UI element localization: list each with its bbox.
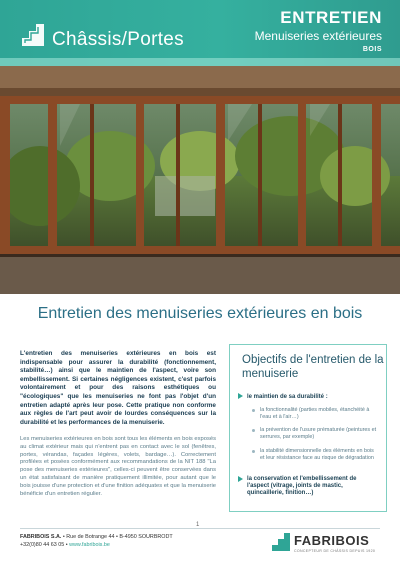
material-label: BOIS bbox=[362, 46, 382, 53]
window-photo bbox=[0, 66, 400, 294]
objectives-title: Objectifs de l'entretien de la menuiserie bbox=[242, 354, 384, 380]
sub-objective-stability: la stabilité dimensionnelle des éléments en bois et leur résistance face au risque de dégradation bbox=[260, 448, 378, 462]
header-stripe bbox=[0, 58, 400, 66]
objective-appearance bbox=[238, 476, 377, 498]
sub-objective-wear: la prévention de l'usure prématurée (peintures et serrures, par exemple) bbox=[260, 427, 377, 440]
brand-title: Châssis/Portes bbox=[52, 29, 184, 50]
footer-contact bbox=[20, 534, 173, 549]
logo-tagline: CONCEPTEUR DE CHÂSSIS DEPUIS 1920 bbox=[294, 549, 376, 553]
company-name: FABRIBOIS S.A. bbox=[20, 534, 62, 540]
page-title: Entretien des menuiseries extérieures en bois bbox=[37, 305, 363, 322]
body-paragraph: Les menuiseries extérieures en bois sont tous les éléments en bois exposés au climat extérieur mais qui n'entrent pas en contact avec le sol (fenêtres, portes, vérandas, façades légères, volets, bardage…). Correctement profilées et posées conformément aux recommandations de la NIT 188 "La pose des menuiseries extérieures", celles-ci peuvent être conservées dans un état satisfaisant de manière pratiquement illimitée, pour autant que le bois jouisse d'une protection et d'une finition adéquates et que la menuiserie bénéficie d'un entretien régulier. bbox=[20, 436, 216, 497]
fabribois-logo bbox=[272, 528, 382, 558]
header-band bbox=[0, 0, 400, 66]
company-phone: +32(0)80 44 63 05 • bbox=[20, 541, 70, 548]
stairs-logo-icon bbox=[272, 533, 290, 551]
company-address: • Rue de Botrange 44 • B-4950 SOURBRODT bbox=[61, 534, 173, 540]
sub-objective-functionality: la fonctionnalité (parties mobiles, étanchéité à l'eau et à l'air…) bbox=[260, 407, 378, 421]
section-subtitle: Menuiseries extérieures bbox=[254, 29, 382, 43]
stairs-logo-icon bbox=[22, 24, 44, 46]
triangle-bullet-icon bbox=[238, 476, 243, 482]
header-right bbox=[255, 8, 382, 53]
objective-durability bbox=[238, 393, 328, 400]
section-title: ENTRETIEN bbox=[280, 8, 382, 27]
logo-name: FABRIBOIS bbox=[294, 533, 370, 548]
intro-paragraph: L'entretien des menuiseries extérieures en bois est indispensable pour assurer la durabilité (fonctionnement, stabilité…) ainsi que le maintien de l'aspect, voire son embellissement. Si certaines négligences existent, c'est parfois volontairement et pour des raisons esthétiques ou "écologiques" que les menuiseries ne font pas l'objet d'un entretien adapté après leur pose. Cette pratique non conforme aux règles de l'art peut avoir de lourdes conséquences sur la durabilité et les performances de la menuiserie. bbox=[20, 350, 216, 426]
objectives-box bbox=[229, 344, 387, 512]
objective-durability-label: le maintien de sa durabilité : bbox=[247, 394, 328, 400]
website-link[interactable]: www.fabribois.be bbox=[69, 541, 110, 548]
objective-appearance-label: la conservation et l'embellissement de l'aspect (vitrage, joints de mastic, quincaillerie, finition…) bbox=[247, 476, 357, 497]
triangle-bullet-icon bbox=[238, 393, 243, 399]
page-number: 1 bbox=[196, 522, 200, 528]
